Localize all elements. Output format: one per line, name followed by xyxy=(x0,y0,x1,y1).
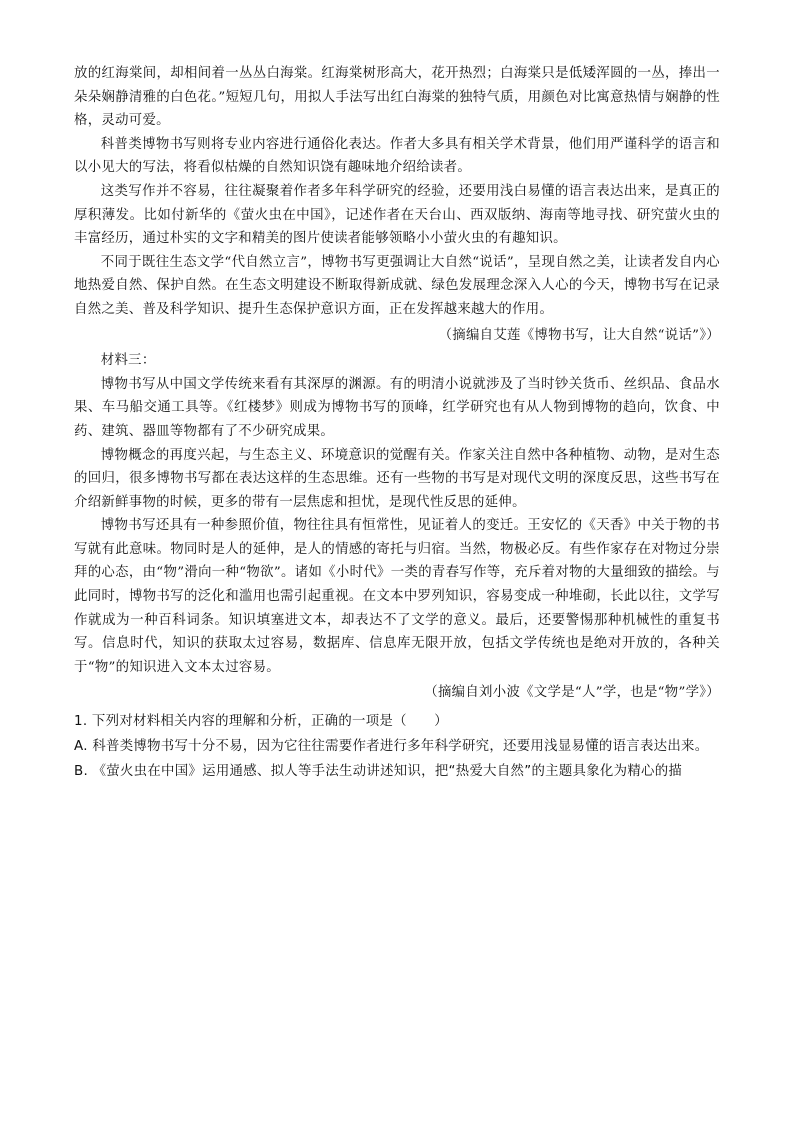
material3-paragraph-3: 博物书写还具有一种参照价值，物往往具有恒常性，见证着人的变迁。王安忆的《天香》中关于物的书写就有此意味。物同时是人的延伸，是人的情感的寄托与归宿。当然，物极必反。有些作家存在对物过分崇拜的心态，由“物”滑向一种“物欲”。诸如《小时代》一类的青春写作等，充斥着对物的大量细致的描绘。与此同时，博物书写的泛化和滥用也需引起重视。在文本中罗列知识，容易变成一种堆砌，长此以往，文学写作就成为一种百科词条。知识填塞进文本，却表达不了文学的意义。最后，还要警惕那种机械性的重复书写。信息时代，知识的获取太过容易，数据库、信息库无限开放，包括文学传统也是绝对开放的，各种关于“物”的知识进入文本太过容易。 xyxy=(74,518,720,675)
question-1-option-b: B. 《萤火虫在中国》运用通感、拟人等手法生动讲述知识，把“热爱大自然”的主题具象化为精心的描 xyxy=(74,764,683,780)
material2-paragraph-3: 这类写作并不容易，往往凝聚着作者多年科学研究的经验，还要用浅白易懂的语言表达出来，是真正的厚积薄发。比如付新华的《萤火虫在中国》，记述作者在天台山、西双版纳、海南等地寻找、研究萤火虫的丰富经历，通过朴实的文字和精美的图片使读者能够领略小小萤火虫的有趣知识。 xyxy=(74,183,720,247)
material3-heading: 材料三： xyxy=(100,353,156,369)
material3-paragraph-1: 博物书写从中国文学传统来看有其深厚的渊源。有的明清小说就涉及了当时钞关货币、丝织品、食品水果、车马船交通工具等。《红楼梦》则成为博物书写的顶峰，红学研究也有从人物到博物的趋向，饮食、中药、建筑、器皿等物都有了不少研究成果。 xyxy=(74,376,720,439)
material3-paragraph-2: 博物概念的再度兴起，与生态主义、环境意识的觉醒有关。作家关注自然中各种植物、动物，是对生态的回归，很多博物书写都在表达这样的生态思维。还有一些物的书写是对现代文明的深度反思，这些书写在介绍新鲜事物的时候，更多的带有一层焦虑和担忧，是现代性反思的延伸。 xyxy=(74,447,720,510)
question-1-option-a: A. 科普类博物书写十分不易，因为它往往需要作者进行多年科学研究，还要用浅显易懂的语言表达出来。 xyxy=(74,739,709,755)
material3-source: （摘编自刘小波《文学是“人”学，也是“物”学》） xyxy=(424,685,720,701)
material2-paragraph-1: 放的红海棠间，却相间着一丛丛白海棠。红海棠树形高大，花开热烈；白海棠只是低矮浑圆的一丛，捧出一朵朵娴静清雅的白色花。”短短几句，用拟人手法写出红白海棠的独特气质，用颜色对比寓意热情与娴静的性格，灵动可爱。 xyxy=(74,66,720,129)
material2-paragraph-2: 科普类博物书写则将专业内容进行通俗化表达。作者大多具有相关学术背景，他们用严谨科学的语言和以小见大的写法，将看似枯燥的自然知识饶有趣味地介绍给读者。 xyxy=(74,136,720,176)
material2-source: （摘编自艾莲《博物书写，让大自然“说话”》） xyxy=(438,327,720,343)
question-1-stem: 1. 下列对材料相关内容的理解和分析，正确的一项是（ ） xyxy=(74,714,448,730)
document-page xyxy=(74,62,720,784)
material2-paragraph-4: 不同于既往生态文学“代自然立言”，博物书写更强调让大自然“说话”，呈现自然之美，让读者发自内心地热爱自然、保护自然。在生态文明建设不断取得新成就、绿色发展理念深入人心的今天，博物书写在记录自然之美、普及科学知识、提升生态保护意识方面，正在发挥越来越大的作用。 xyxy=(74,254,720,317)
